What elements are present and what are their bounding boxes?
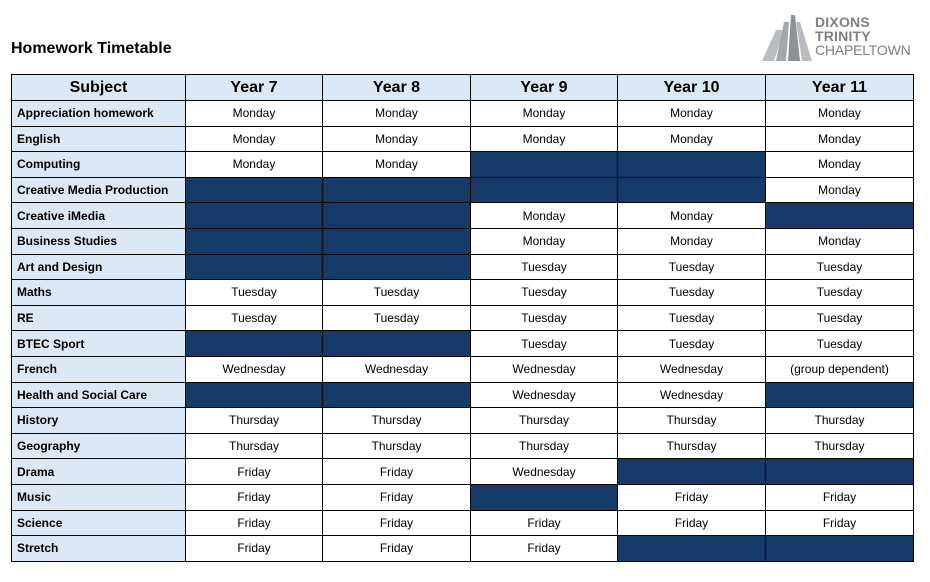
- day-cell: Monday: [471, 126, 618, 152]
- subject-cell: French: [12, 356, 186, 382]
- day-cell: Monday: [766, 177, 914, 203]
- table-row: [12, 433, 914, 459]
- day-cell: Monday: [471, 101, 618, 127]
- table-row: [12, 228, 914, 254]
- column-header-subject: Subject: [12, 75, 186, 101]
- day-cell: Wednesday: [471, 459, 618, 485]
- table-row: [12, 356, 914, 382]
- day-cell: Tuesday: [471, 305, 618, 331]
- subject-cell: Art and Design: [12, 254, 186, 280]
- day-cell: Friday: [766, 510, 914, 536]
- day-cell: Tuesday: [186, 305, 323, 331]
- column-header-year: Year 9: [471, 75, 618, 101]
- day-cell: Thursday: [618, 408, 766, 434]
- not-applicable-cell: [323, 228, 471, 254]
- day-cell: Wednesday: [471, 382, 618, 408]
- day-cell: Friday: [186, 510, 323, 536]
- day-cell: Thursday: [186, 408, 323, 434]
- table-row: [12, 331, 914, 357]
- column-header-year: Year 8: [323, 75, 471, 101]
- not-applicable-cell: [766, 459, 914, 485]
- column-header-year: Year 7: [186, 75, 323, 101]
- day-cell: Monday: [618, 203, 766, 229]
- day-cell: Tuesday: [323, 305, 471, 331]
- day-cell: Tuesday: [618, 280, 766, 306]
- logo-mark-icon: [762, 12, 812, 62]
- subject-cell: RE: [12, 305, 186, 331]
- day-cell: Wednesday: [618, 382, 766, 408]
- homework-timetable: [11, 74, 914, 562]
- not-applicable-cell: [618, 459, 766, 485]
- not-applicable-cell: [323, 177, 471, 203]
- day-cell: Monday: [323, 152, 471, 178]
- day-cell: Friday: [186, 536, 323, 562]
- day-cell: Friday: [186, 459, 323, 485]
- subject-cell: Creative iMedia: [12, 203, 186, 229]
- table-row: [12, 126, 914, 152]
- day-cell: Monday: [766, 126, 914, 152]
- day-cell: Friday: [618, 510, 766, 536]
- table-row: [12, 382, 914, 408]
- not-applicable-cell: [618, 177, 766, 203]
- subject-cell: Appreciation homework: [12, 101, 186, 127]
- day-cell: (group dependent): [766, 356, 914, 382]
- logo-wordmark: [815, 15, 911, 57]
- day-cell: Monday: [323, 126, 471, 152]
- day-cell: Friday: [186, 484, 323, 510]
- not-applicable-cell: [618, 152, 766, 178]
- day-cell: Wednesday: [618, 356, 766, 382]
- day-cell: Thursday: [323, 433, 471, 459]
- day-cell: Monday: [766, 101, 914, 127]
- day-cell: Thursday: [186, 433, 323, 459]
- day-cell: Thursday: [471, 433, 618, 459]
- table-row: [12, 536, 914, 562]
- column-header-year: Year 11: [766, 75, 914, 101]
- table-row: [12, 101, 914, 127]
- not-applicable-cell: [323, 254, 471, 280]
- header-row: [12, 75, 914, 101]
- not-applicable-cell: [186, 203, 323, 229]
- day-cell: Friday: [323, 484, 471, 510]
- subject-cell: Business Studies: [12, 228, 186, 254]
- table-row: [12, 305, 914, 331]
- not-applicable-cell: [186, 331, 323, 357]
- day-cell: Friday: [323, 536, 471, 562]
- day-cell: Monday: [766, 152, 914, 178]
- day-cell: Monday: [323, 101, 471, 127]
- day-cell: Tuesday: [186, 280, 323, 306]
- subject-cell: Computing: [12, 152, 186, 178]
- day-cell: Thursday: [766, 433, 914, 459]
- not-applicable-cell: [186, 228, 323, 254]
- day-cell: Thursday: [618, 433, 766, 459]
- subject-cell: Music: [12, 484, 186, 510]
- not-applicable-cell: [323, 331, 471, 357]
- subject-cell: Geography: [12, 433, 186, 459]
- table-row: [12, 510, 914, 536]
- day-cell: Wednesday: [186, 356, 323, 382]
- day-cell: Tuesday: [618, 331, 766, 357]
- day-cell: Monday: [618, 101, 766, 127]
- not-applicable-cell: [323, 203, 471, 229]
- day-cell: Tuesday: [766, 254, 914, 280]
- logo-line-3: CHAPELTOWN: [815, 42, 911, 58]
- day-cell: Thursday: [766, 408, 914, 434]
- table-row: [12, 408, 914, 434]
- day-cell: Tuesday: [766, 305, 914, 331]
- day-cell: Friday: [323, 510, 471, 536]
- not-applicable-cell: [186, 254, 323, 280]
- not-applicable-cell: [323, 382, 471, 408]
- day-cell: Wednesday: [471, 356, 618, 382]
- day-cell: Monday: [471, 203, 618, 229]
- day-cell: Friday: [471, 510, 618, 536]
- subject-cell: Science: [12, 510, 186, 536]
- logo-line-2: TRINITY: [815, 28, 871, 44]
- subject-cell: English: [12, 126, 186, 152]
- not-applicable-cell: [186, 177, 323, 203]
- day-cell: Tuesday: [471, 280, 618, 306]
- day-cell: Tuesday: [618, 254, 766, 280]
- day-cell: Tuesday: [766, 280, 914, 306]
- day-cell: Monday: [618, 228, 766, 254]
- day-cell: Tuesday: [618, 305, 766, 331]
- school-logo: [762, 12, 922, 64]
- day-cell: Monday: [186, 152, 323, 178]
- table-row: [12, 177, 914, 203]
- subject-cell: Health and Social Care: [12, 382, 186, 408]
- not-applicable-cell: [471, 484, 618, 510]
- not-applicable-cell: [618, 536, 766, 562]
- day-cell: Tuesday: [471, 254, 618, 280]
- subject-cell: Stretch: [12, 536, 186, 562]
- day-cell: Monday: [766, 228, 914, 254]
- day-cell: Friday: [323, 459, 471, 485]
- table-row: [12, 484, 914, 510]
- not-applicable-cell: [471, 152, 618, 178]
- day-cell: Thursday: [471, 408, 618, 434]
- not-applicable-cell: [471, 177, 618, 203]
- day-cell: Monday: [471, 228, 618, 254]
- table-row: [12, 459, 914, 485]
- not-applicable-cell: [766, 382, 914, 408]
- subject-cell: BTEC Sport: [12, 331, 186, 357]
- day-cell: Thursday: [323, 408, 471, 434]
- not-applicable-cell: [766, 536, 914, 562]
- subject-cell: Drama: [12, 459, 186, 485]
- day-cell: Tuesday: [766, 331, 914, 357]
- table-row: [12, 254, 914, 280]
- subject-cell: History: [12, 408, 186, 434]
- not-applicable-cell: [766, 203, 914, 229]
- table-row: [12, 280, 914, 306]
- not-applicable-cell: [186, 382, 323, 408]
- page-title: Homework Timetable: [11, 40, 172, 57]
- day-cell: Monday: [618, 126, 766, 152]
- day-cell: Tuesday: [471, 331, 618, 357]
- day-cell: Monday: [186, 101, 323, 127]
- logo-line-1: DIXONS: [815, 14, 870, 30]
- day-cell: Monday: [186, 126, 323, 152]
- table-row: [12, 203, 914, 229]
- day-cell: Tuesday: [323, 280, 471, 306]
- table-row: [12, 152, 914, 178]
- column-header-year: Year 10: [618, 75, 766, 101]
- day-cell: Wednesday: [323, 356, 471, 382]
- day-cell: Friday: [471, 536, 618, 562]
- day-cell: Friday: [766, 484, 914, 510]
- subject-cell: Creative Media Production: [12, 177, 186, 203]
- day-cell: Friday: [618, 484, 766, 510]
- subject-cell: Maths: [12, 280, 186, 306]
